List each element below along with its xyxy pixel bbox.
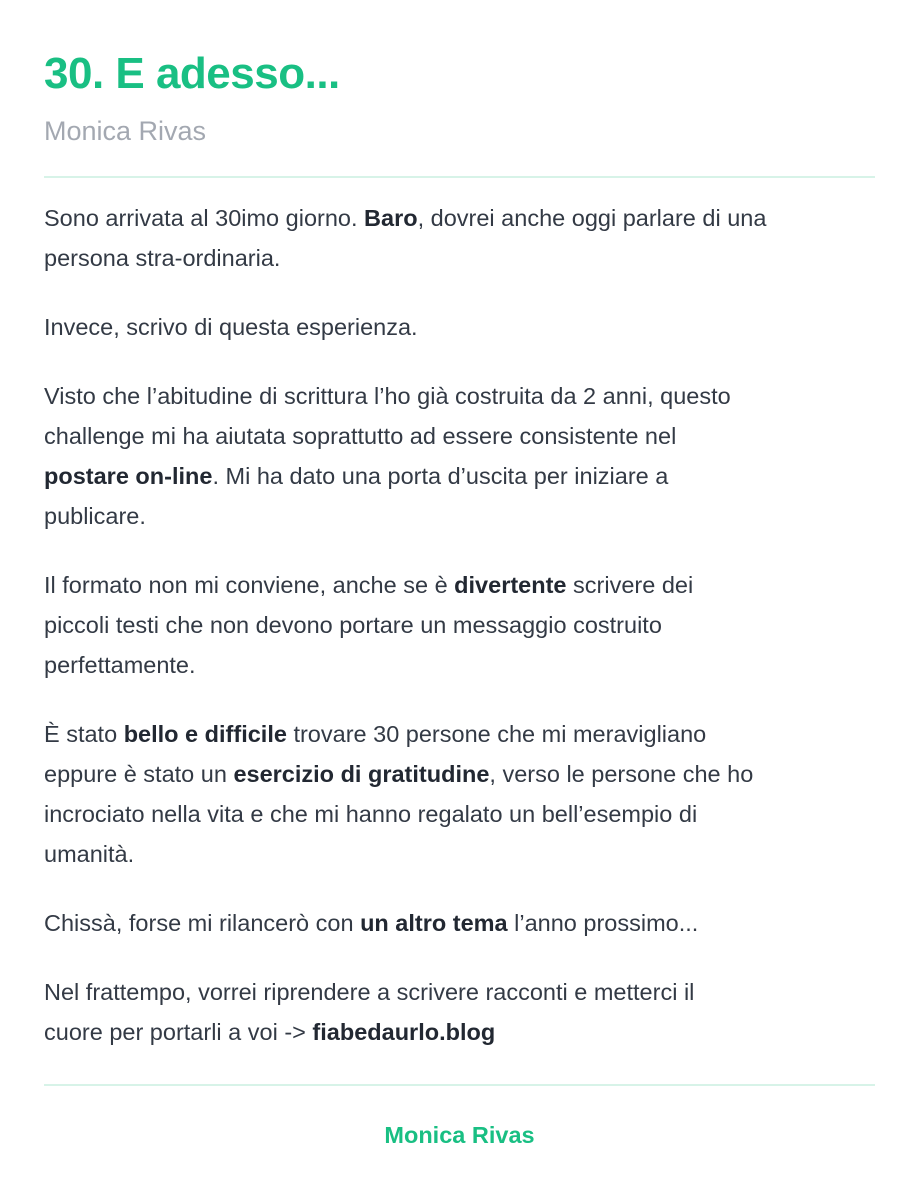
paragraph-3-run-3: . Mi ha dato una porta d’uscita per iniziare a publicare. bbox=[44, 463, 669, 529]
paragraph-1-run-3: , dovrei anche oggi parlare di una persona stra-ordinaria. bbox=[44, 205, 767, 271]
paragraph-4 bbox=[44, 565, 875, 685]
paragraph-2 bbox=[44, 307, 875, 347]
footer-author: Monica Rivas bbox=[384, 1122, 535, 1148]
paragraph-1 bbox=[44, 198, 875, 278]
paragraph-5-run-2: bello e difficile bbox=[123, 721, 287, 747]
paragraph-4-run-1: Il formato non mi conviene, anche se è bbox=[44, 572, 455, 598]
paragraph-5 bbox=[44, 714, 875, 874]
paragraph-4-run-2: divertente bbox=[454, 572, 567, 598]
paragraph-7 bbox=[44, 972, 875, 1052]
paragraph-4-run-3: scrivere dei piccoli testi che non devono portare un messaggio costruito perfettamente. bbox=[44, 572, 694, 678]
paragraph-1-run-2: Baro bbox=[364, 205, 418, 231]
paragraph-5-run-3: trovare 30 persone che mi meravigliano eppure è stato un bbox=[44, 721, 707, 787]
post-author: Monica Rivas bbox=[44, 116, 207, 146]
paragraph-5-run-5: , verso le persone che ho incrociato nella vita e che mi hanno regalato un bell’esempio di umanità. bbox=[44, 761, 754, 867]
paragraph-6 bbox=[44, 903, 875, 943]
blog-link: fiabedaurlo.blog bbox=[312, 1019, 496, 1045]
post-body bbox=[44, 178, 875, 1052]
paragraph-3-run-1: Visto che l’abitudine di scrittura l’ho già costruita da 2 anni, questo challenge mi ha aiutata soprattutto ad essere consistente nel bbox=[44, 383, 731, 449]
paragraph-3-run-2: postare on-line bbox=[44, 463, 213, 489]
paragraph-5-run-1: È stato bbox=[44, 721, 124, 747]
paragraph-6-run-2: un altro tema bbox=[360, 910, 508, 936]
paragraph-6-run-3: l’anno prossimo... bbox=[507, 910, 699, 936]
paragraph-2-run-1: Invece, scrivo di questa esperienza. bbox=[44, 314, 418, 340]
paragraph-6-run-1: Chissà, forse mi rilancerò con bbox=[44, 910, 361, 936]
paragraph-1-run-1: Sono arrivata al 30imo giorno. bbox=[44, 205, 365, 231]
paragraph-7-run-1: Nel frattempo, vorrei riprendere a scrivere racconti e metterci il cuore per portarli a voi -> bbox=[44, 979, 695, 1045]
footer-divider bbox=[44, 1084, 875, 1086]
paragraph-3 bbox=[44, 376, 875, 536]
post-title: 30. E adesso... bbox=[44, 49, 340, 98]
paragraph-5-run-4: esercizio di gratitudine bbox=[233, 761, 490, 787]
